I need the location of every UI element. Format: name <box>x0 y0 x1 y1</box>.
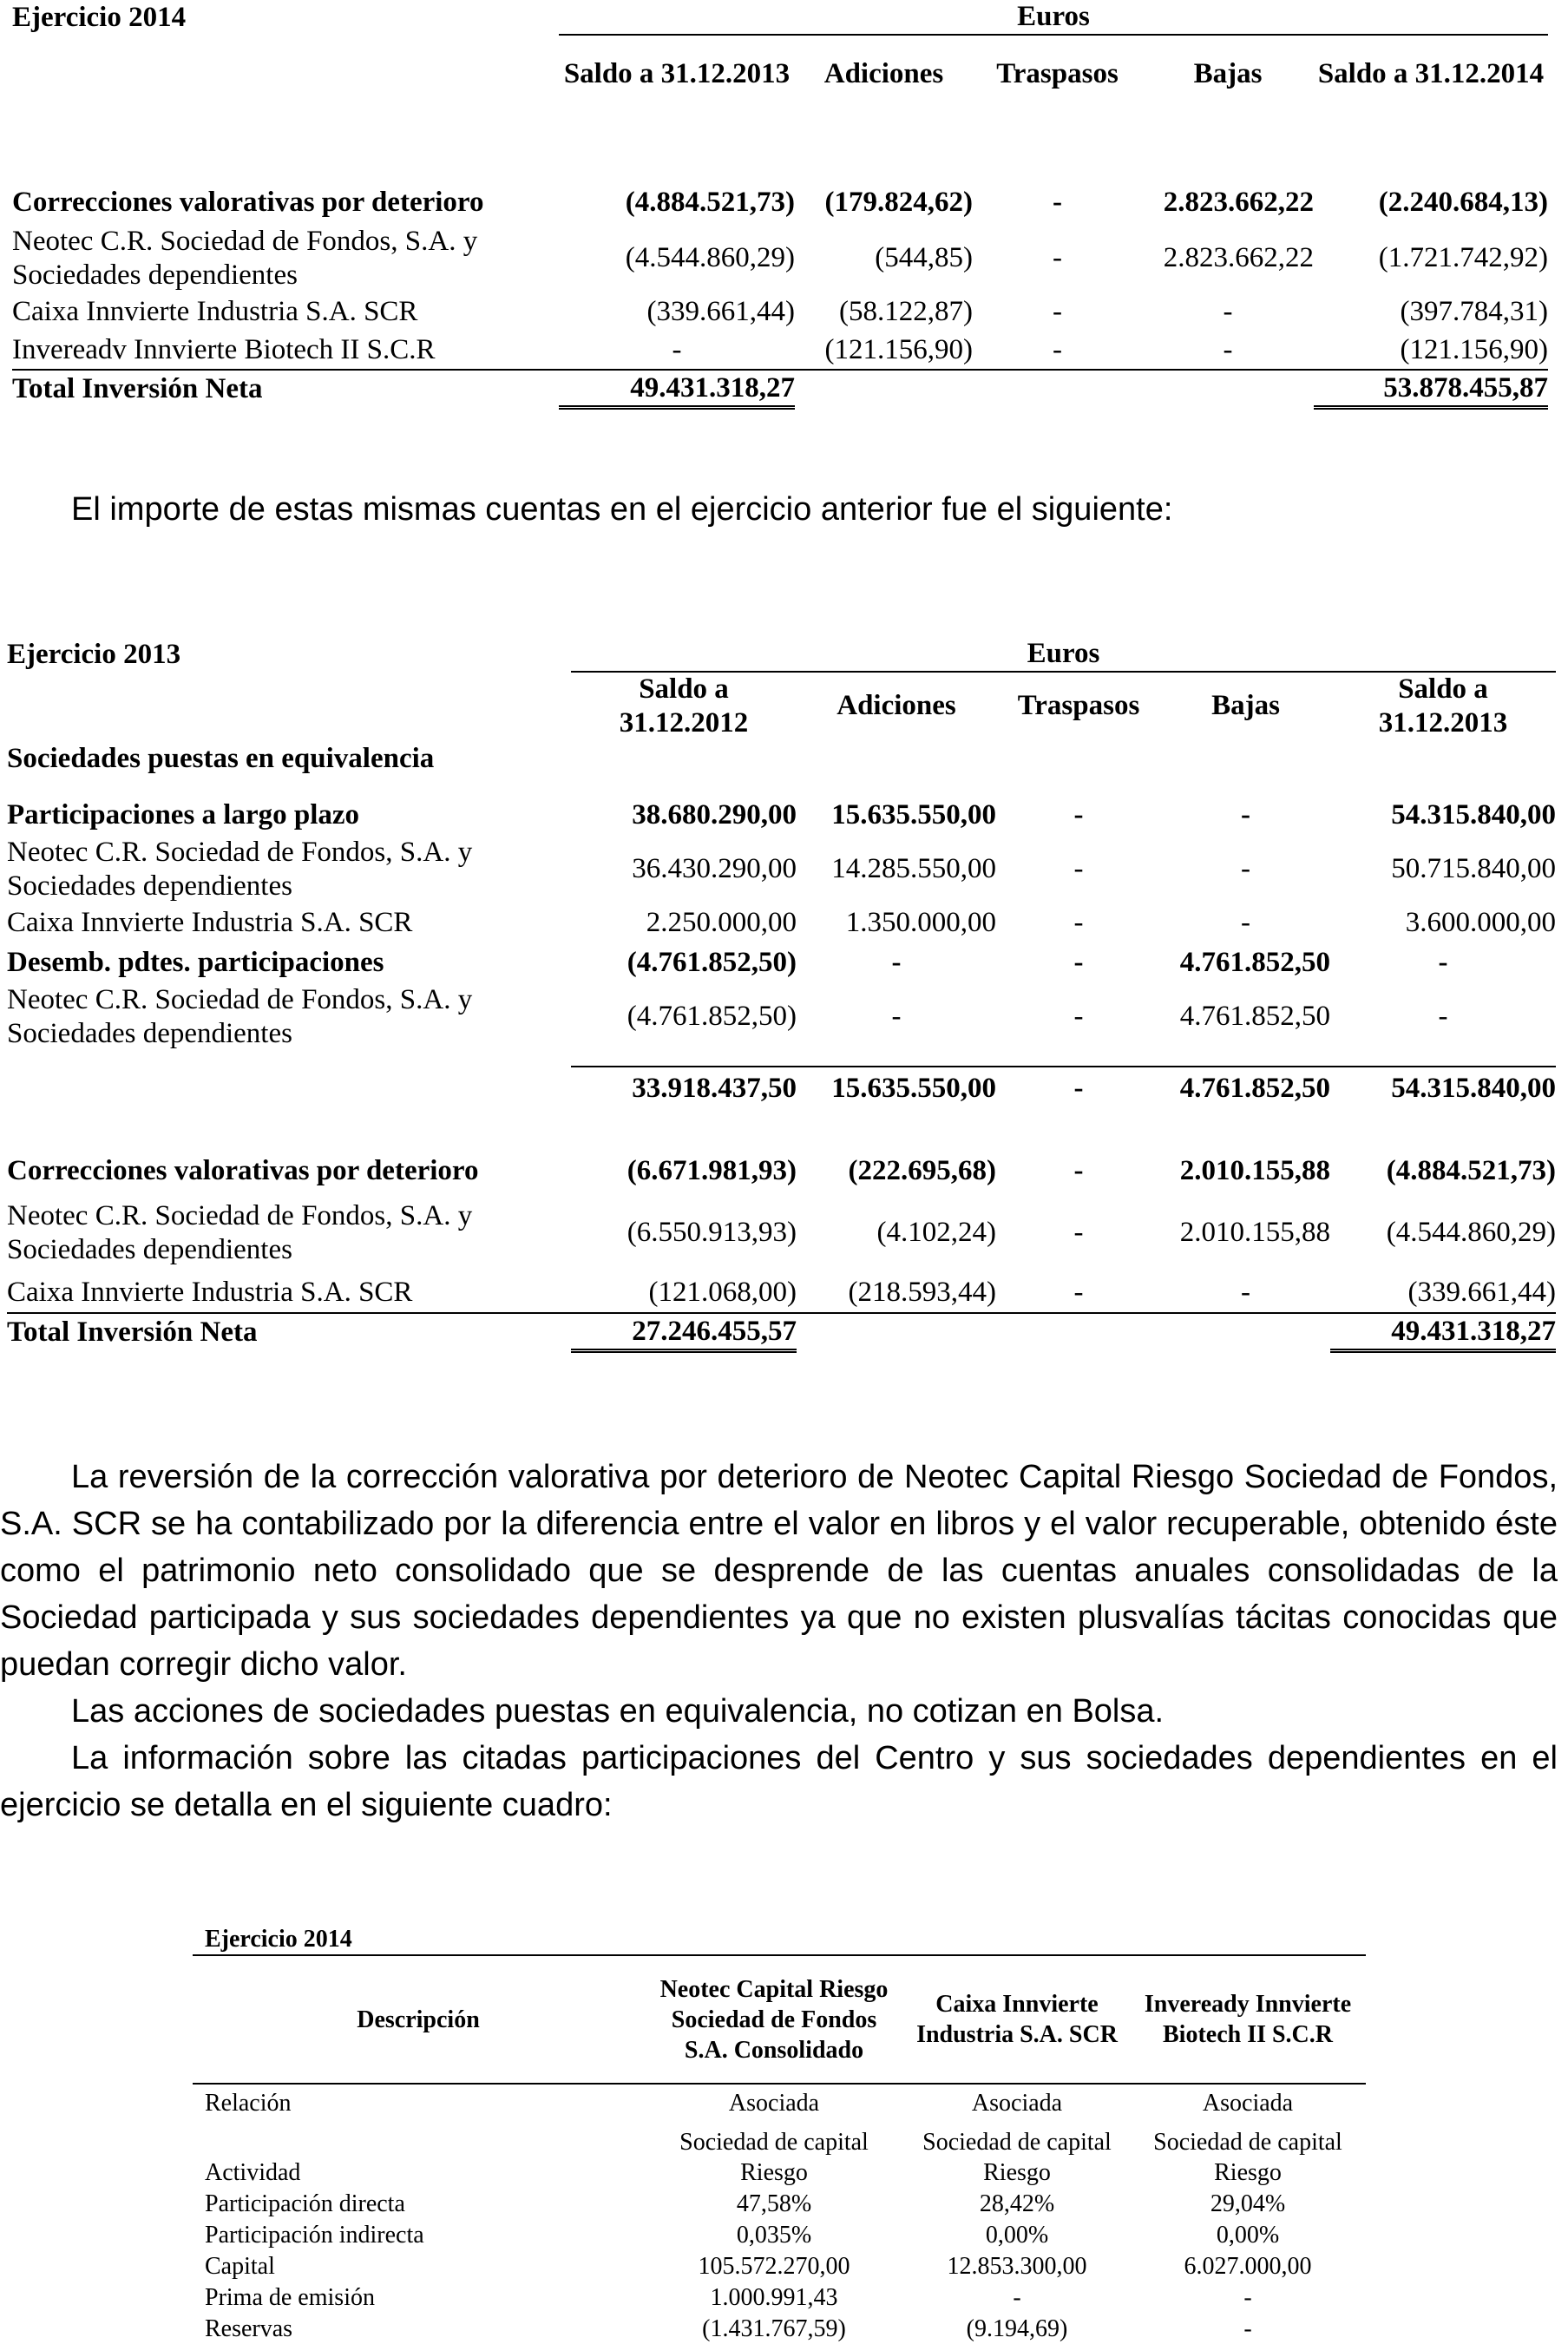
total-row <box>7 1313 1556 1351</box>
table-row <box>7 1273 1556 1313</box>
row-label: Prima de emisión <box>205 2284 375 2311</box>
cell: 1.350.000,00 <box>845 907 996 939</box>
cell: - <box>1053 242 1062 274</box>
cell: (121.068,00) <box>571 1273 797 1313</box>
row-label: Correcciones valorativas por deterioro <box>12 187 484 219</box>
row-label: Participaciones a largo plazo <box>7 799 360 831</box>
row-label: Capital <box>205 2253 275 2280</box>
cell: 105.572.270,00 <box>698 2253 850 2280</box>
cell: (6.671.981,93) <box>627 1155 797 1187</box>
cell: 36.430.290,00 <box>632 853 797 885</box>
cell: 2.823.662,22 <box>1163 242 1314 274</box>
cell: (4.544.860,29) <box>1386 1217 1556 1249</box>
cell: - <box>1243 2315 1252 2342</box>
total-inicial: 27.246.455,57 <box>571 1313 797 1351</box>
cell: (121.156,90) <box>795 332 973 370</box>
cell: (397.784,31) <box>1400 296 1548 328</box>
col-inveready: Inveready Innvierte Biotech II S.C.R <box>1130 1955 1366 2084</box>
table-row <box>193 2313 1366 2344</box>
table-row <box>193 2188 1366 2219</box>
cell: 47,58% <box>736 2190 812 2217</box>
cell: (222.695,68) <box>848 1155 996 1187</box>
cell: - <box>559 332 795 370</box>
paragraph-cotizacion: Las acciones de sociedades puestas en equivalencia, no cotizan en Bolsa. <box>71 1693 1165 1730</box>
cell: 38.680.290,00 <box>632 799 797 831</box>
cell: (179.824,62) <box>824 187 973 219</box>
total-final: 49.431.318,27 <box>1330 1313 1556 1351</box>
row-label: Reservas <box>205 2315 293 2342</box>
table-row <box>7 836 1556 903</box>
row-label: Actividad <box>205 2159 301 2186</box>
table-participaciones-2014 <box>193 1924 1366 2344</box>
cell: Sociedad de capital Riesgo <box>922 2129 1112 2186</box>
row-label: Participación directa <box>205 2190 405 2217</box>
cell: - <box>891 947 902 979</box>
table-row <box>12 182 1548 224</box>
col-neotec: Neotec Capital Riesgo Sociedad de Fondos S.A. Consolidado <box>644 1955 904 2084</box>
cell: (1.721.742,92) <box>1378 242 1548 274</box>
table-row <box>7 1150 1556 1193</box>
total-row <box>12 370 1548 408</box>
table-row <box>193 2219 1366 2250</box>
cell: - <box>1223 296 1233 328</box>
cell: (4.544.860,29) <box>625 242 795 274</box>
cell: Asociada <box>971 2090 1063 2117</box>
currency-header: Euros <box>559 0 1548 35</box>
table-row <box>193 2118 1366 2188</box>
section-heading: Sociedades puestas en equivalencia <box>7 743 435 775</box>
cell: (58.122,87) <box>839 296 973 328</box>
table-row <box>7 983 1556 1051</box>
cell: 4.761.852,50 <box>1179 947 1330 979</box>
cell: - <box>1073 1155 1084 1187</box>
cell: (121.156,90) <box>1314 332 1548 370</box>
cell: - <box>1438 1001 1448 1033</box>
cell: 0,00% <box>985 2222 1049 2249</box>
table-row <box>7 796 1556 836</box>
row-label: Caixa Innvierte Industria S.A. SCR <box>7 907 413 939</box>
cell: - <box>1073 947 1084 979</box>
col-bajas: Bajas <box>1193 57 1263 89</box>
cell: - <box>996 1273 1161 1313</box>
cell: (6.550.913,93) <box>627 1217 797 1249</box>
cell: 2.823.662,22 <box>1163 187 1314 219</box>
cell: - <box>1073 1217 1084 1249</box>
cell: - <box>973 332 1142 370</box>
col-traspasos: Traspasos <box>1017 690 1140 722</box>
cell: 29,04% <box>1210 2190 1286 2217</box>
cell: Asociada <box>728 2090 820 2117</box>
paragraph-informacion: La información sobre las citadas participaciones del Centro y sus sociedades dependientes en el ejercicio se detalla en el siguiente cuadro: <box>0 1740 1558 1823</box>
table-2014-title: Ejercicio 2014 <box>12 1 187 33</box>
cell: 50.715.840,00 <box>1391 853 1556 885</box>
cell: - <box>1053 187 1062 219</box>
cell: - <box>1142 332 1314 370</box>
cell: - <box>891 1001 902 1033</box>
cell: - <box>1073 853 1084 885</box>
cell: (339.661,44) <box>646 296 795 328</box>
col-traspasos: Traspasos <box>996 57 1119 89</box>
row-label: Neotec C.R. Sociedad de Fondos, S.A. y Sociedades dependientes <box>7 836 473 902</box>
table-3-title: Ejercicio 2014 <box>193 1924 1366 1955</box>
cell: 2.010.155,88 <box>1179 1217 1330 1249</box>
total-final: 53.878.455,87 <box>1314 370 1548 408</box>
cell: - <box>1053 296 1062 328</box>
cell: - <box>1073 799 1084 831</box>
cell: (1.431.767,59) <box>702 2315 846 2342</box>
cell: 12.853.300,00 <box>947 2253 1087 2280</box>
col-descripcion: Descripción <box>193 1955 644 2084</box>
cell: (4.884.521,73) <box>1386 1155 1556 1187</box>
cell: - <box>1241 853 1250 885</box>
cell: - <box>1161 1273 1330 1313</box>
cell: (4.761.852,50) <box>627 947 797 979</box>
paragraph-reversion: La reversión de la corrección valorativa por deterioro de Neotec Capital Riesgo Sociedad de Fondos, S.A. SCR se ha contabilizado por la diferencia entre el valor en libros y el valor recuperable, obtenido éste como el patrimonio neto consolidado que se desprende de las cuentas anuales consolidadas de la Sociedad participada y sus sociedades dependientes ya que no existen plusvalías tácitas conocidas que puedan corregir dicho valor. <box>0 1459 1558 1683</box>
row-label: Neotec C.R. Sociedad de Fondos, S.A. y Sociedades dependientes <box>12 226 478 291</box>
total-inicial: 49.431.318,27 <box>559 370 795 408</box>
total-label: Total Inversión Neta <box>12 372 263 404</box>
table-row <box>7 943 1556 983</box>
cell: (4.102,24) <box>876 1217 996 1249</box>
col-saldo-inicial: Saldo a 31.12.2012 <box>619 673 749 739</box>
cell: - <box>1241 907 1250 939</box>
intro-paragraph: El importe de estas mismas cuentas en el ejercicio anterior fue el siguiente: <box>71 491 1173 528</box>
cell: 6.027.000,00 <box>1184 2253 1312 2280</box>
table-row <box>193 2084 1366 2118</box>
col-saldo-final: Saldo a 31.12.2014 <box>1317 57 1545 89</box>
cell: - <box>1241 799 1250 831</box>
cell: (339.661,44) <box>1330 1273 1556 1313</box>
row-label: Neotec C.R. Sociedad de Fondos, S.A. y Sociedades dependientes <box>7 983 473 1049</box>
table-row <box>7 903 1556 943</box>
col-bajas: Bajas <box>1211 690 1280 722</box>
cell: - <box>1073 1001 1084 1033</box>
table-row <box>193 2282 1366 2313</box>
cell: 0,035% <box>736 2222 812 2249</box>
row-label: Correcciones valorativas por deterioro <box>7 1155 479 1187</box>
cell: 15.635.550,00 <box>831 1072 996 1104</box>
cell: 28,42% <box>979 2190 1055 2217</box>
cell: Sociedad de capital Riesgo <box>1153 2129 1342 2186</box>
col-saldo-inicial: Saldo a 31.12.2013 <box>563 57 791 89</box>
cell: 4.761.852,50 <box>1179 1072 1330 1104</box>
total-label: Total Inversión Neta <box>7 1316 258 1348</box>
cell: - <box>1013 2284 1021 2311</box>
cell: (4.761.852,50) <box>627 1001 797 1033</box>
cell: 4.761.852,50 <box>1179 1001 1330 1033</box>
col-caixa: Caixa Innvierte Industria S.A. SCR <box>904 1955 1130 2084</box>
table-row <box>12 293 1548 332</box>
cell: 33.918.437,50 <box>632 1072 797 1104</box>
cell: (2.240.684,13) <box>1378 187 1548 219</box>
col-adiciones: Adiciones <box>823 57 944 89</box>
cell: 0,00% <box>1216 2222 1280 2249</box>
cell: - <box>1073 1072 1084 1104</box>
row-label: Caixa Innvierte Industria S.A. SCR <box>12 296 418 328</box>
cell: 54.315.840,00 <box>1391 1072 1556 1104</box>
cell: 54.315.840,00 <box>1391 799 1556 831</box>
row-label: Relación <box>205 2090 292 2117</box>
table-row <box>12 224 1548 293</box>
row-label: Neotec C.R. Sociedad de Fondos, S.A. y Sociedades dependientes <box>7 1199 473 1265</box>
row-label: Participación indirecta <box>205 2222 424 2249</box>
cell: - <box>1438 947 1448 979</box>
table-2014 <box>12 0 1548 410</box>
cell: Asociada <box>1202 2090 1294 2117</box>
table-row <box>12 332 1548 370</box>
table-2013 <box>7 637 1556 1353</box>
cell: 2.010.155,88 <box>1179 1155 1330 1187</box>
row-label: Invereadv Innvierte Biotech II S.C.R <box>12 332 559 370</box>
cell: Sociedad de capital Riesgo <box>679 2129 869 2186</box>
cell: (218.593,44) <box>797 1273 996 1313</box>
subtotal-row <box>7 1067 1556 1110</box>
cell: 1.000.991,43 <box>710 2284 838 2311</box>
cell: - <box>1073 907 1084 939</box>
row-label <box>7 1067 571 1110</box>
cell: 3.600.000,00 <box>1405 907 1556 939</box>
cell: (9.194,69) <box>966 2315 1068 2342</box>
table-row <box>193 2250 1366 2282</box>
cell: 15.635.550,00 <box>831 799 996 831</box>
cell: (544,85) <box>875 242 973 274</box>
table-row <box>7 1193 1556 1273</box>
cell: - <box>1243 2284 1252 2311</box>
cell: (4.884.521,73) <box>625 187 795 219</box>
cell: 14.285.550,00 <box>831 853 996 885</box>
row-label: Desemb. pdtes. participaciones <box>7 947 384 979</box>
cell: 2.250.000,00 <box>646 907 797 939</box>
table-2013-title: Ejercicio 2013 <box>7 638 181 670</box>
row-label: Caixa Innvierte Industria S.A. SCR <box>7 1273 571 1313</box>
currency-header: Euros <box>571 637 1556 672</box>
col-adiciones: Adiciones <box>836 690 956 722</box>
col-saldo-final: Saldo a 31.12.2013 <box>1378 673 1508 739</box>
